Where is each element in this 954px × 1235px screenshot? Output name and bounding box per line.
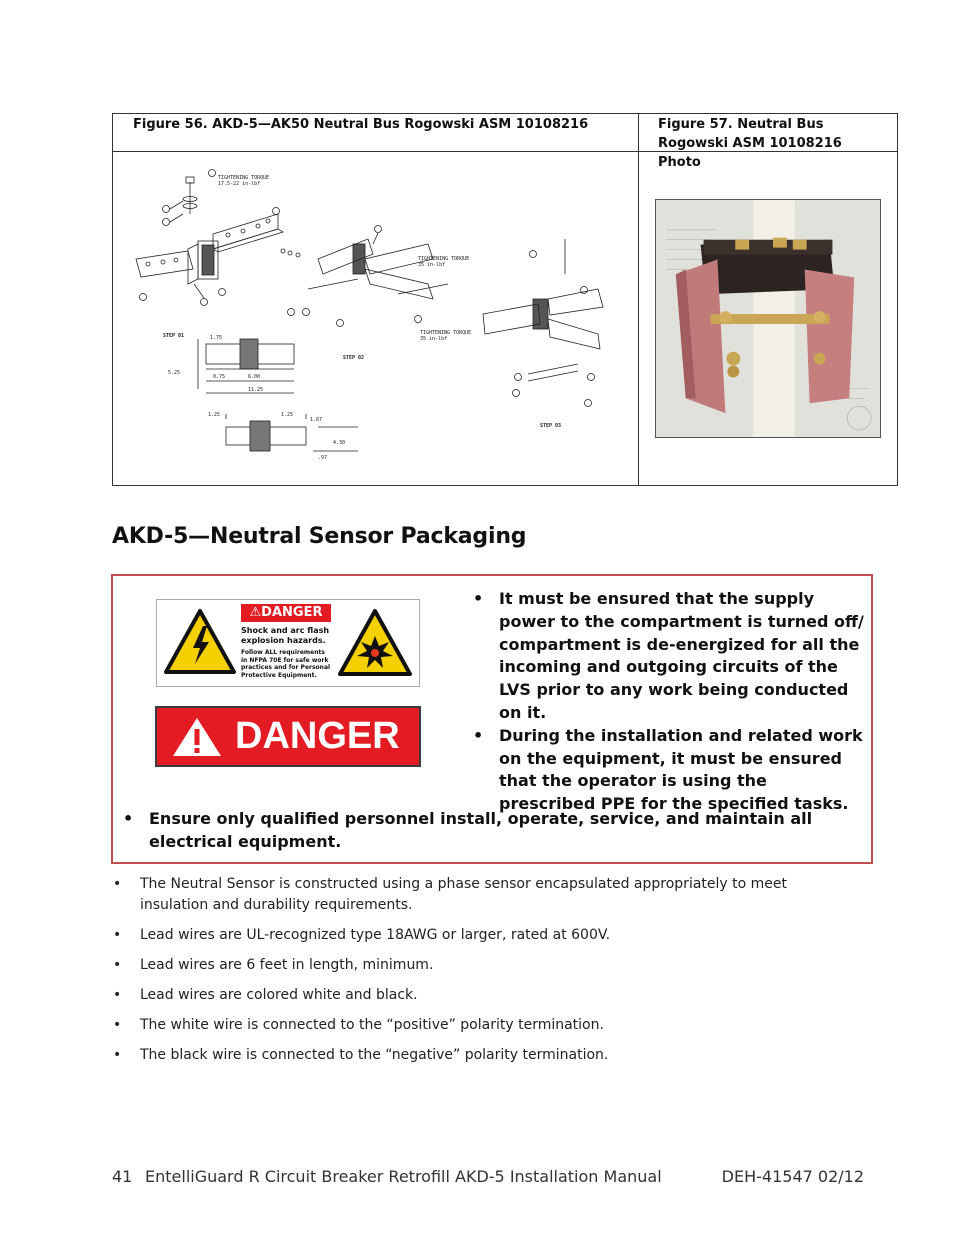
manual-title: EntelliGuard R Circuit Breaker Retrofill AKD-5 Installation Manual bbox=[145, 1167, 662, 1186]
torque-label-1: TIGHTENING TORQUE bbox=[218, 175, 270, 181]
step-02-label: STEP 02 bbox=[343, 355, 365, 361]
figure-57-caption: Figure 57. Neutral Bus Rogowski ASM 10108216 Photo bbox=[658, 117, 842, 170]
danger-bottom-bullet-list bbox=[123, 808, 863, 854]
shock-arc-flash-label bbox=[156, 599, 420, 687]
torque-value-2: 35 in-lbf bbox=[418, 262, 446, 268]
dim-1-25-b: 1.25 bbox=[281, 412, 294, 418]
list-item: • Lead wires are colored white and black. bbox=[112, 985, 832, 1006]
warning-triangle-icon bbox=[171, 716, 223, 758]
danger-bullet: • During the installation and related work on the equipment, it must be ensured that the operator is using the prescribed PPE for the specified tasks. bbox=[473, 725, 868, 816]
dim-0-97: .97 bbox=[318, 455, 328, 461]
dim-1-75: 1.75 bbox=[210, 335, 223, 341]
danger-warning-box bbox=[111, 574, 873, 864]
danger-banner-text: DANGER bbox=[235, 715, 400, 757]
dim-0-75: 0.75 bbox=[213, 374, 226, 380]
list-item: • Lead wires are UL-recognized type 18AWG or larger, rated at 600V. bbox=[112, 925, 832, 946]
figure-56-caption: Figure 56. AKD-5—AK50 Neutral Bus Rogowski ASM 10108216 bbox=[133, 117, 589, 132]
torque-label-3: TIGHTENING TORQUE bbox=[420, 330, 472, 336]
list-item: • The white wire is connected to the “positive” polarity termination. bbox=[112, 1015, 832, 1036]
dim-1-25-a: 1.25 bbox=[208, 412, 221, 418]
dim-6-00: 6.00 bbox=[248, 374, 261, 380]
document-id: DEH-41547 02/12 bbox=[721, 1167, 864, 1186]
step-03-label: STEP 03 bbox=[540, 423, 562, 429]
electrical-hazard-icon bbox=[163, 608, 237, 676]
danger-right-bullets bbox=[473, 588, 868, 816]
danger-label-requirement-text: Follow ALL requirements in NFPA 70E for safe work practices and for Personal Protective Equipment. bbox=[241, 649, 331, 679]
dim-4-30: 4.30 bbox=[333, 440, 346, 446]
list-item: • The black wire is connected to the “negative” polarity termination. bbox=[112, 1045, 832, 1066]
danger-label-header-text: DANGER bbox=[261, 605, 323, 620]
section-title: AKD-5—Neutral Sensor Packaging bbox=[112, 524, 527, 549]
figure-table bbox=[112, 113, 898, 486]
neutral-sensor-bullet-list bbox=[112, 874, 832, 1075]
torque-value-3: 35 in-lbf bbox=[420, 336, 448, 342]
danger-bullet: • Ensure only qualified personnel install, operate, service, and maintain all electrical equipment. bbox=[123, 808, 863, 854]
dim-1-67: 1.67 bbox=[310, 417, 323, 423]
page-number: 41 bbox=[112, 1167, 133, 1186]
table-divider-vertical bbox=[638, 114, 639, 485]
danger-banner bbox=[155, 706, 421, 767]
explosion-hazard-icon bbox=[337, 608, 413, 678]
list-item: • Lead wires are 6 feet in length, minimum. bbox=[112, 955, 832, 976]
danger-label-header: ⚠DANGER bbox=[241, 604, 331, 622]
torque-value-1: 17.5-22 in-lbf bbox=[218, 181, 261, 187]
list-item: • The Neutral Sensor is constructed using a phase sensor encapsulated appropriately to meet insulation and durability requirements. bbox=[112, 874, 832, 916]
danger-label-hazard-text: Shock and arc flash explosion hazards. bbox=[241, 626, 330, 645]
rogowski-assembly-drawing bbox=[128, 159, 628, 479]
dim-11-25: 11.25 bbox=[248, 387, 264, 393]
dim-5-25: 5.25 bbox=[168, 370, 181, 376]
torque-label-2: TIGHTENING TORQUE bbox=[418, 256, 470, 262]
step-01-label: STEP 01 bbox=[163, 333, 185, 339]
rogowski-photo bbox=[655, 199, 881, 438]
danger-bullet: • It must be ensured that the supply power to the compartment is turned off/ compartment is de-energized for all the incoming and outgoing circuits of the LVS prior to any work being conducted on it. bbox=[473, 588, 868, 725]
danger-label-text-block bbox=[241, 604, 331, 679]
